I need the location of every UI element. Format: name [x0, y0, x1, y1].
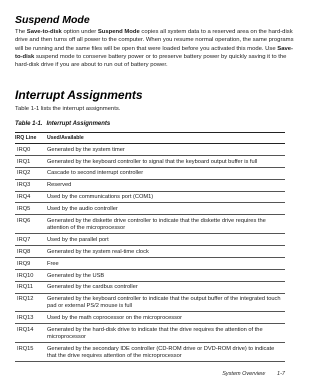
paragraph-text: The [15, 29, 27, 35]
section-heading-interrupt-assignments: Interrupt Assignments [15, 88, 143, 102]
irq-line-cell: IRQ0 [15, 144, 47, 156]
table-row [15, 215, 285, 234]
column-header-used-available: Used/Available [47, 133, 285, 144]
paragraph-bold-term: Save-to-disk [26, 29, 62, 35]
interrupt-table [15, 132, 285, 362]
table-row [15, 324, 285, 343]
table-body [15, 144, 285, 362]
table-row [15, 144, 285, 156]
irq-line-cell: IRQ4 [15, 191, 47, 203]
irq-usage-cell: Generated by the diskette drive controller to indicate that the diskette drive requires the attention of the microprocessor [47, 215, 285, 234]
table-caption-label: Table 1-1. [15, 121, 43, 127]
table-caption-title: Interrupt Assignments [46, 121, 111, 127]
irq-usage-cell: Free [47, 257, 285, 269]
paragraph-bold-term: Suspend Mode [97, 29, 140, 35]
irq-usage-cell: Reserved [47, 179, 285, 191]
table-row [15, 343, 285, 362]
paragraph-bold-term: Save-to-disk [15, 45, 294, 60]
irq-line-cell: IRQ10 [15, 269, 47, 281]
irq-usage-cell: Used by the audio controller [47, 203, 285, 215]
table-row [15, 257, 285, 269]
table-caption [15, 121, 110, 127]
paragraph-text: suspend mode to conserve battery power or to preserve battery power by quickly saving it to the hard-disk drive if you are about to run out of battery power. [15, 53, 287, 69]
irq-line-cell: IRQ12 [15, 293, 47, 312]
paragraph-text: copies all system data to a reserved area on the hard-disk drive and then turns off all power to the computer. When you resume normal operation, the same programs will be running and the same files will be open that were loaded before you activated this mode. Use [15, 29, 294, 52]
table-row [15, 293, 285, 312]
irq-line-cell: IRQ11 [15, 281, 47, 293]
irq-usage-cell: Used by the math coprocessor on the microprocessor [47, 312, 285, 324]
irq-usage-cell: Generated by the keyboard controller to indicate that the output buffer of the integrated touch pad or external PS/2 mouse is full [47, 293, 285, 312]
column-header-irq-line: IRQ Line [15, 133, 47, 144]
irq-line-cell: IRQ7 [15, 234, 47, 246]
irq-usage-cell: Used by the parallel port [47, 234, 285, 246]
table-row [15, 234, 285, 246]
table-row [15, 246, 285, 258]
irq-usage-cell: Generated by the keyboard controller to signal that the keyboard output buffer is full [47, 155, 285, 167]
footer-section-title: System Overview [222, 371, 266, 377]
table-row [15, 312, 285, 324]
table-row [15, 281, 285, 293]
suspend-mode-paragraph [15, 28, 300, 69]
table-row [15, 269, 285, 281]
section-heading-suspend-mode: Suspend Mode [15, 14, 90, 26]
table-row [15, 179, 285, 191]
footer-page-number: 1-7 [277, 371, 285, 377]
irq-line-cell: IRQ6 [15, 215, 47, 234]
interrupts-intro-text: Table 1-1 lists the interrupt assignments. [15, 106, 121, 112]
table-row [15, 155, 285, 167]
table-row [15, 167, 285, 179]
irq-line-cell: IRQ8 [15, 246, 47, 258]
irq-usage-cell: Cascade to second interrupt controller [47, 167, 285, 179]
irq-line-cell: IRQ13 [15, 312, 47, 324]
irq-usage-cell: Generated by the hard-disk drive to indicate that the drive requires the attention of the microprocessor [47, 324, 285, 343]
page-footer [0, 371, 285, 377]
irq-usage-cell: Generated by the system real-time clock [47, 246, 285, 258]
irq-line-cell: IRQ5 [15, 203, 47, 215]
irq-line-cell: IRQ3 [15, 179, 47, 191]
irq-usage-cell: Generated by the secondary IDE controller (CD-ROM drive or DVD-ROM drive) to indicate that the drive requires attention of the microprocessor [47, 343, 285, 362]
irq-line-cell: IRQ2 [15, 167, 47, 179]
irq-line-cell: IRQ15 [15, 343, 47, 362]
irq-line-cell: IRQ1 [15, 155, 47, 167]
irq-usage-cell: Generated by the USB [47, 269, 285, 281]
irq-line-cell: IRQ9 [15, 257, 47, 269]
irq-usage-cell: Generated by the cardbus controller [47, 281, 285, 293]
table-row [15, 203, 285, 215]
irq-usage-cell: Used by the communications port (COM1) [47, 191, 285, 203]
paragraph-text: option under [61, 29, 98, 35]
table-row [15, 191, 285, 203]
irq-usage-cell: Generated by the system timer [47, 144, 285, 156]
table-header-row [15, 133, 285, 144]
irq-line-cell: IRQ14 [15, 324, 47, 343]
